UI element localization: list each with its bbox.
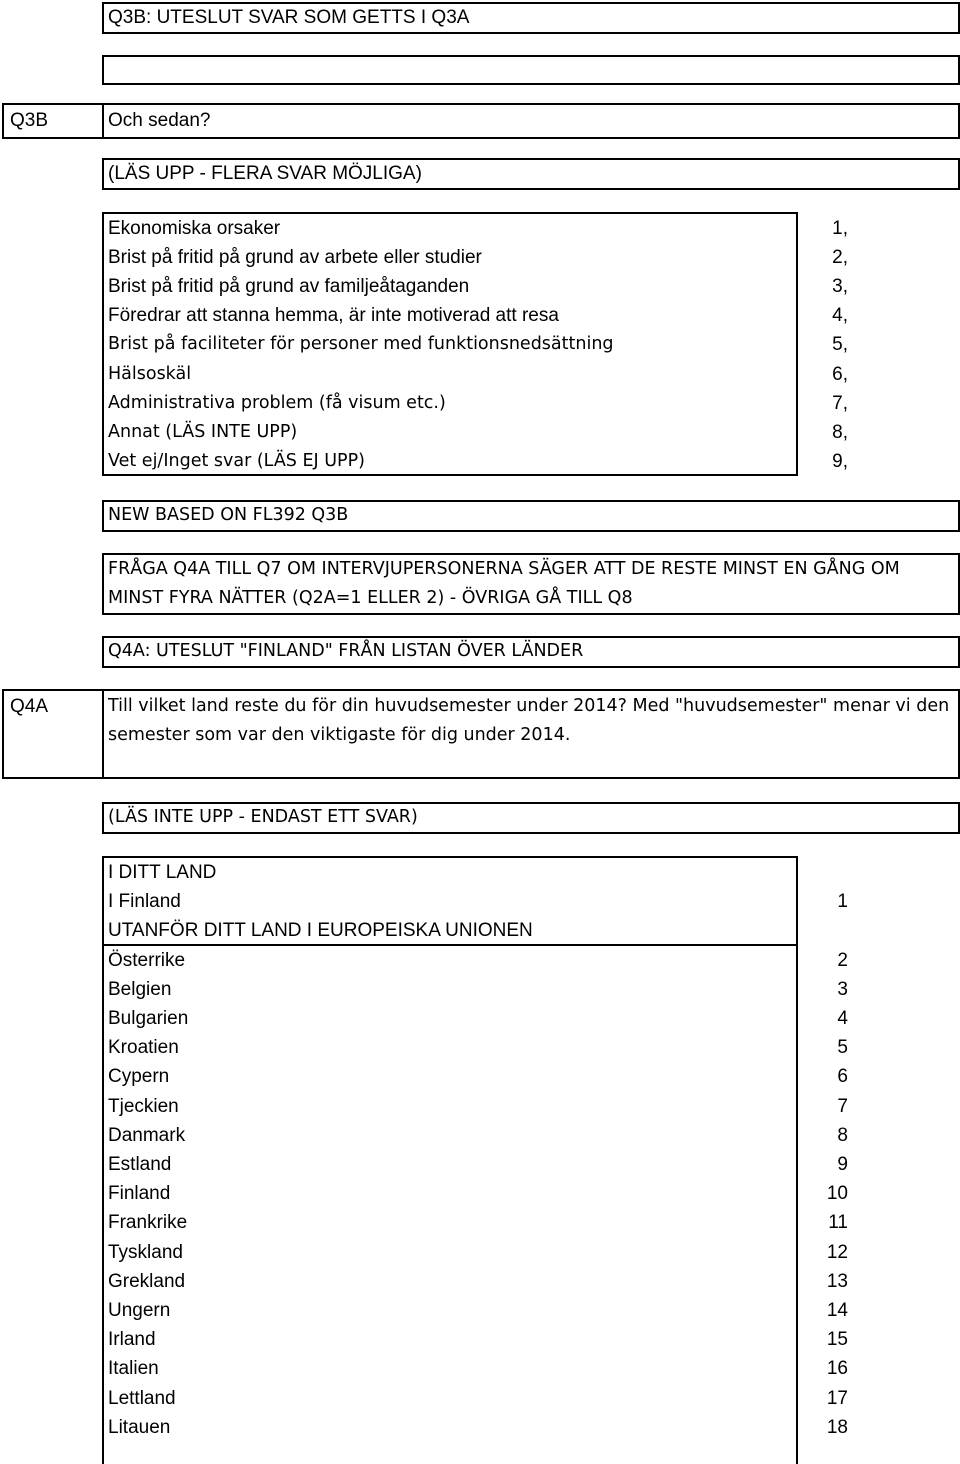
- option-code: 12: [826, 1241, 848, 1263]
- option-label: Brist på fritid på grund av arbete eller studier: [108, 247, 482, 269]
- option-code: 3: [837, 978, 848, 1000]
- list-item: [0, 1033, 960, 1062]
- option-label: Administrativa problem (få visum etc.): [108, 392, 446, 413]
- empty-box: [102, 55, 960, 85]
- option-code: 3,: [832, 276, 848, 298]
- option-label: Danmark: [108, 1124, 186, 1146]
- option-code: 7,: [832, 392, 848, 414]
- new-based-note: NEW BASED ON FL392 Q3B: [108, 505, 349, 525]
- option-code: 7: [837, 1095, 848, 1117]
- option-label: Bulgarien: [108, 1008, 189, 1029]
- option-code: 4,: [832, 305, 848, 327]
- option-label: Lettland: [108, 1387, 176, 1409]
- list-item: [0, 1384, 960, 1413]
- option-label: Hälsoskäl: [108, 363, 192, 384]
- list-item: [0, 330, 960, 359]
- option-code: 14: [826, 1300, 848, 1321]
- option-code: 10: [826, 1183, 848, 1205]
- list-item: [0, 272, 960, 301]
- option-code: 5: [837, 1037, 848, 1059]
- option-code: 8,: [832, 421, 848, 443]
- list-item: [0, 1325, 960, 1354]
- option-label: Österrike: [108, 949, 186, 971]
- option-label: Irland: [108, 1329, 156, 1351]
- list-item: [0, 916, 960, 945]
- option-code: 9,: [832, 450, 848, 472]
- list-item: [0, 1208, 960, 1237]
- option-label: Föredrar att stanna hemma, är inte motiverad att resa: [108, 305, 559, 327]
- list-item: [0, 946, 960, 975]
- list-item: [0, 1092, 960, 1121]
- q4a-row-divider: [102, 689, 104, 779]
- list-item: [0, 418, 960, 447]
- option-label: Annat (LÄS INTE UPP): [108, 421, 298, 442]
- option-code: 9: [837, 1154, 848, 1175]
- list-item: [0, 301, 960, 330]
- option-code: 13: [826, 1270, 848, 1292]
- question-text-q3b: Och sedan?: [108, 110, 211, 131]
- option-label: Italien: [108, 1358, 159, 1380]
- list-item: [0, 1238, 960, 1267]
- list-item: [0, 214, 960, 243]
- option-label: UTANFÖR DITT LAND I EUROPEISKA UNIONEN: [108, 920, 533, 942]
- routing-note: FRÅGA Q4A TILL Q7 OM INTERVJUPERSONERNA SÄGER ATT DE RESTE MINST EN GÅNG OM MINST FYRA NÄTTER (Q2A=1 ELLER 2) - ÖVRIGA GÅ TILL Q8: [108, 559, 900, 608]
- option-label: Tyskland: [108, 1241, 183, 1263]
- list-item: [0, 887, 960, 916]
- list-item: [0, 858, 960, 887]
- list-item: [0, 1413, 960, 1442]
- option-code: 6: [837, 1066, 848, 1088]
- option-label: Brist på faciliteter för personer med funktionsnedsättning: [108, 334, 614, 355]
- option-label: Kroatien: [108, 1037, 179, 1059]
- list-item: [0, 1296, 960, 1325]
- option-code: 8: [837, 1124, 848, 1146]
- q3b-instruction: (LÄS UPP - FLERA SVAR MÖJLIGA): [108, 163, 422, 184]
- list-item: [0, 975, 960, 1004]
- list-item: [0, 1267, 960, 1296]
- list-item: [0, 447, 960, 476]
- option-label: Ungern: [108, 1300, 171, 1321]
- list-item: [0, 360, 960, 389]
- option-code: 2: [837, 949, 848, 971]
- question-code-q4a: Q4A: [10, 696, 49, 717]
- option-code: 16: [826, 1358, 848, 1380]
- option-label: Grekland: [108, 1270, 186, 1292]
- list-item: [0, 1004, 960, 1033]
- list-item: [0, 1062, 960, 1091]
- list-item: [0, 1121, 960, 1150]
- list-item: [0, 389, 960, 418]
- option-code: 5,: [832, 334, 848, 356]
- option-label: I DITT LAND: [108, 862, 217, 883]
- option-label: Cypern: [108, 1066, 170, 1088]
- option-code: 1,: [832, 218, 848, 239]
- q4a-exclude-note: Q4A: UTESLUT "FINLAND" FRÅN LISTAN ÖVER LÄNDER: [108, 641, 584, 661]
- section-title: Q3B: UTESLUT SVAR SOM GETTS I Q3A: [108, 7, 470, 28]
- option-label: Vet ej/Inget svar (LÄS EJ UPP): [108, 450, 365, 471]
- option-code: 6,: [832, 363, 848, 385]
- list-item: [0, 1150, 960, 1179]
- option-code: 18: [826, 1416, 848, 1438]
- q3b-row-divider: [102, 103, 104, 139]
- question-text-q4a: Till vilket land reste du för din huvudsemester under 2014? Med "huvudsemester" menar vi den semester som var den viktigaste för dig under 2014.: [108, 696, 950, 745]
- option-label: Frankrike: [108, 1212, 188, 1234]
- option-code: 17: [826, 1387, 848, 1409]
- option-label: Belgien: [108, 978, 172, 1000]
- list-item: [0, 243, 960, 272]
- option-label: Estland: [108, 1154, 172, 1175]
- option-code: 15: [826, 1329, 848, 1351]
- question-code-q3b: Q3B: [10, 110, 49, 131]
- option-label: Litauen: [108, 1416, 171, 1438]
- option-label: Brist på fritid på grund av familjeåtaganden: [108, 276, 470, 298]
- list-item: [0, 1179, 960, 1208]
- option-label: I Finland: [108, 891, 181, 913]
- option-code: 2,: [832, 247, 848, 269]
- option-code: 4: [837, 1008, 848, 1029]
- option-code: 11: [828, 1212, 848, 1234]
- option-label: Ekonomiska orsaker: [108, 218, 281, 239]
- option-label: Tjeckien: [108, 1095, 179, 1117]
- q4a-instruction: (LÄS INTE UPP - ENDAST ETT SVAR): [108, 807, 418, 827]
- option-code: 1: [837, 891, 848, 913]
- option-label: Finland: [108, 1183, 171, 1205]
- list-item: [0, 1354, 960, 1383]
